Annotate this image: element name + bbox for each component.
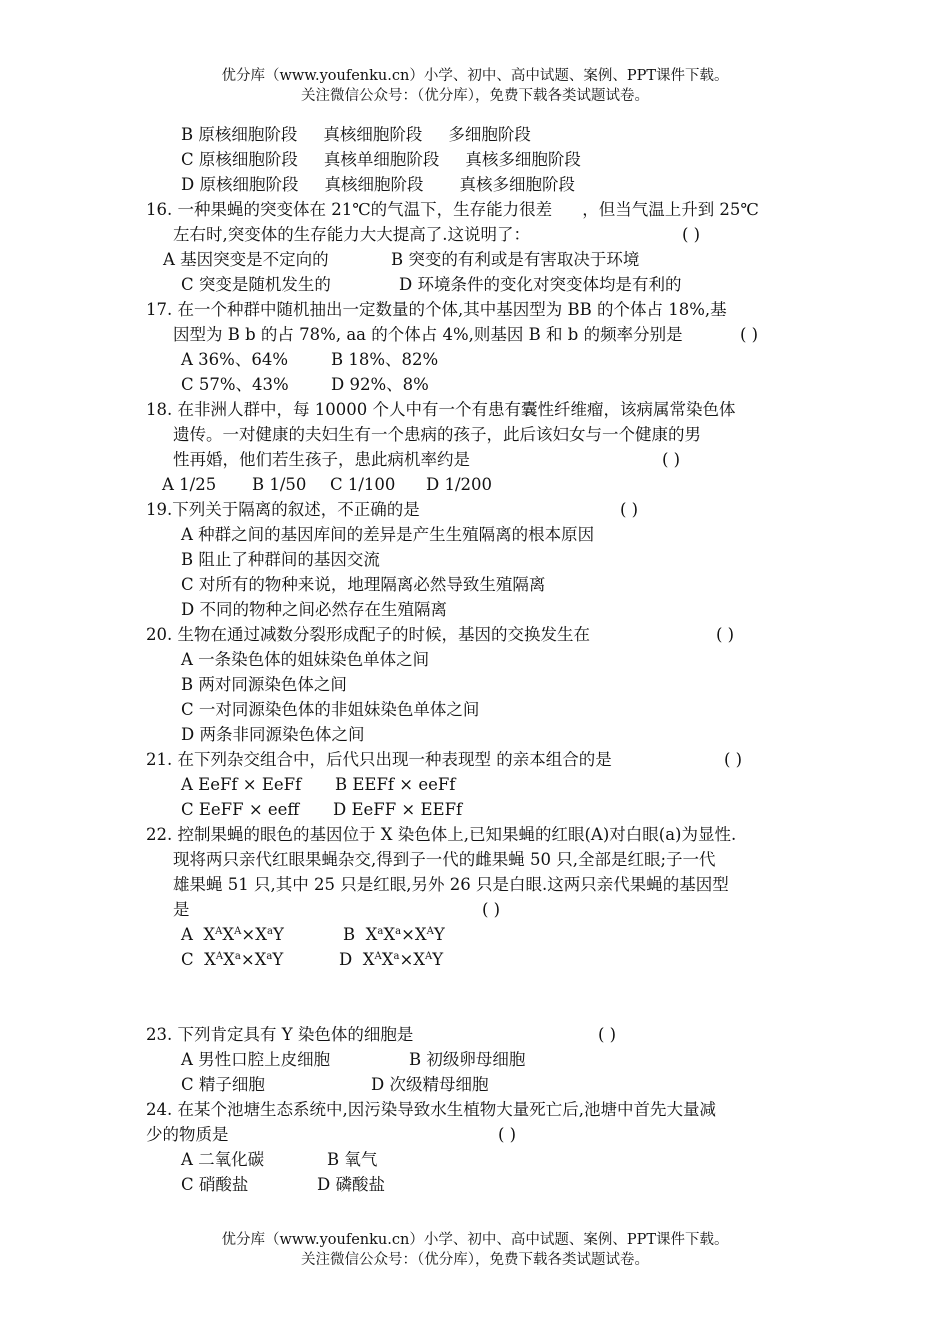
q21-stem: 21. 在下列杂交组合中，后代只出现一种表现型 的亲本组合的是 ( ) — [146, 747, 816, 772]
q18-stem-line-3: 性再婚，他们若生孩子，患此病机率约是 ( ) — [146, 447, 816, 472]
q20-stem: 20. 生物在通过减数分裂形成配子的时候，基因的交换发生在 ( ) — [146, 622, 816, 647]
q22-stem-line-4: 是 ( ) — [146, 897, 816, 922]
q23-options-cd: C 精子细胞 D 次级精母细胞 — [181, 1075, 489, 1094]
q17-answer-paren: ( ) — [740, 325, 759, 344]
q19-answer-paren: ( ) — [620, 500, 639, 519]
q20-option-c: C 一对同源染色体的非姐妹染色单体之间 — [181, 700, 480, 719]
q23-answer-paren: ( ) — [598, 1025, 617, 1044]
q24-options-cd: C 硝酸盐 D 磷酸盐 — [181, 1175, 385, 1194]
q18-stem-line-1: 18. 在非洲人群中，每 10000 个人中有一个有患有囊性纤维瘤，该病属常染色体 — [146, 400, 736, 419]
q21-options-cd: C EeFF × eeff D EeFF × EEFf — [181, 800, 463, 819]
q20-option-d: D 两条非同源染色体之间 — [181, 725, 365, 744]
q15-option-c: C 原核细胞阶段 真核单细胞阶段 真核多细胞阶段 — [181, 150, 581, 169]
q16-stem-line-1: 16. 一种果蝇的突变体在 21℃的气温下，生存能力很差 ，但当气温上升到 25℃ — [146, 200, 759, 219]
q21-options-ab: A EeFf × EeFf B EEFf × eeFf — [181, 775, 456, 794]
q20-option-b: B 两对同源染色体之间 — [181, 675, 347, 694]
q18-answer-paren: ( ) — [662, 450, 681, 469]
q19-option-d: D 不同的物种之间必然存在生殖隔离 — [181, 600, 447, 619]
q16-options-cd: C 突变是随机发生的 D 环境条件的变化对突变体均是有利的 — [181, 275, 682, 294]
q22-option-b: B $X^aX^a\times X^AY$ — [343, 925, 445, 944]
q22-options-cd — [146, 947, 816, 972]
page-header — [0, 66, 950, 106]
q24-stem-line-1: 24. 在某个池塘生态系统中,因污染导致水生植物大量死亡后,池塘中首先大量减 — [146, 1100, 716, 1119]
footer-line-1: 优分库（www.youfenku.cn）小学、初中、高中试题、案例、PPT课件下载。 — [221, 1232, 729, 1248]
q19-option-b: B 阻止了种群间的基因交流 — [181, 550, 380, 569]
question-content — [146, 122, 816, 1197]
q22-options-ab — [146, 922, 816, 947]
q18-options: A 1/25 B 1/50 C 1/100 D 1/200 — [162, 475, 493, 494]
q19-option-a: A 种群之间的基因库间的差异是产生生殖隔离的根本原因 — [181, 525, 595, 544]
q19-option-c: C 对所有的物种来说，地理隔离必然导致生殖隔离 — [181, 575, 546, 594]
q22-stem-line-3: 雄果蝇 51 只,其中 25 只是红眼,另外 26 只是白眼.这两只亲代果蝇的基因型 — [173, 875, 729, 894]
q20-option-a: A 一条染色体的姐妹染色单体之间 — [181, 650, 430, 669]
spacer — [146, 972, 816, 1022]
page-footer — [0, 1230, 950, 1270]
q16-answer-paren: ( ) — [682, 225, 701, 244]
q17-stem-line-2: 因型为 B b 的占 78%, aa 的个体占 4%,则基因 B 和 b 的频率分别是 ( ) — [146, 322, 816, 347]
q22-option-a: A $X^AX^A\times X^aY$ — [181, 925, 284, 944]
q22-stem-line-1: 22. 控制果蝇的眼色的基因位于 X 染色体上,已知果蝇的红眼(A)对白眼(a)为显性. — [146, 825, 737, 844]
q16-stem-line-2: 左右时,突变体的生存能力大大提高了.这说明了： ( ) — [146, 222, 816, 247]
footer-line-2: 关注微信公众号：（优分库），免费下载各类试题试卷。 — [301, 1252, 649, 1268]
q19-stem: 19.下列关于隔离的叙述，不正确的是 ( ) — [146, 497, 816, 522]
q17-options-ab: A 36%、64% B 18%、82% — [181, 350, 439, 369]
q16-options-ab: A 基因突变是不定向的 B 突变的有利或是有害取决于环境 — [163, 250, 640, 269]
q17-options-cd: C 57%、43% D 92%、8% — [181, 375, 429, 394]
header-line-2: 关注微信公众号：（优分库），免费下载各类试题试卷。 — [301, 88, 649, 104]
q22-stem-line-2: 现将两只亲代红眼果蝇杂交,得到子一代的雌果蝇 50 只,全部是红眼;子一代 — [173, 850, 716, 869]
q24-stem-line-2: 少的物质是 ( ) — [146, 1122, 816, 1147]
q20-answer-paren: ( ) — [716, 625, 735, 644]
q18-stem-line-2: 遗传。一对健康的夫妇生有一个患病的孩子，此后该妇女与一个健康的男 — [173, 425, 701, 444]
q22-answer-paren: ( ) — [482, 900, 501, 919]
q23-stem: 23. 下列肯定具有 Y 染色体的细胞是 ( ) — [146, 1022, 816, 1047]
q24-options-ab: A 二氧化碳 B 氧气 — [181, 1150, 378, 1169]
header-line-1: 优分库（www.youfenku.cn）小学、初中、高中试题、案例、PPT课件下载。 — [221, 68, 729, 84]
q22-option-c: C $X^AX^a\times X^aY$ — [181, 950, 284, 969]
q15-option-b: B 原核细胞阶段 真核细胞阶段 多细胞阶段 — [181, 125, 531, 144]
q22-option-d: D $X^AX^a\times X^AY$ — [339, 950, 444, 969]
q15-option-d: D 原核细胞阶段 真核细胞阶段 真核多细胞阶段 — [181, 175, 575, 194]
q23-options-ab: A 男性口腔上皮细胞 B 初级卵母细胞 — [181, 1050, 526, 1069]
q24-answer-paren: ( ) — [498, 1125, 517, 1144]
q17-stem-line-1: 17. 在一个种群中随机抽出一定数量的个体,其中基因型为 BB 的个体占 18%,基 — [146, 300, 727, 319]
q21-answer-paren: ( ) — [724, 750, 743, 769]
